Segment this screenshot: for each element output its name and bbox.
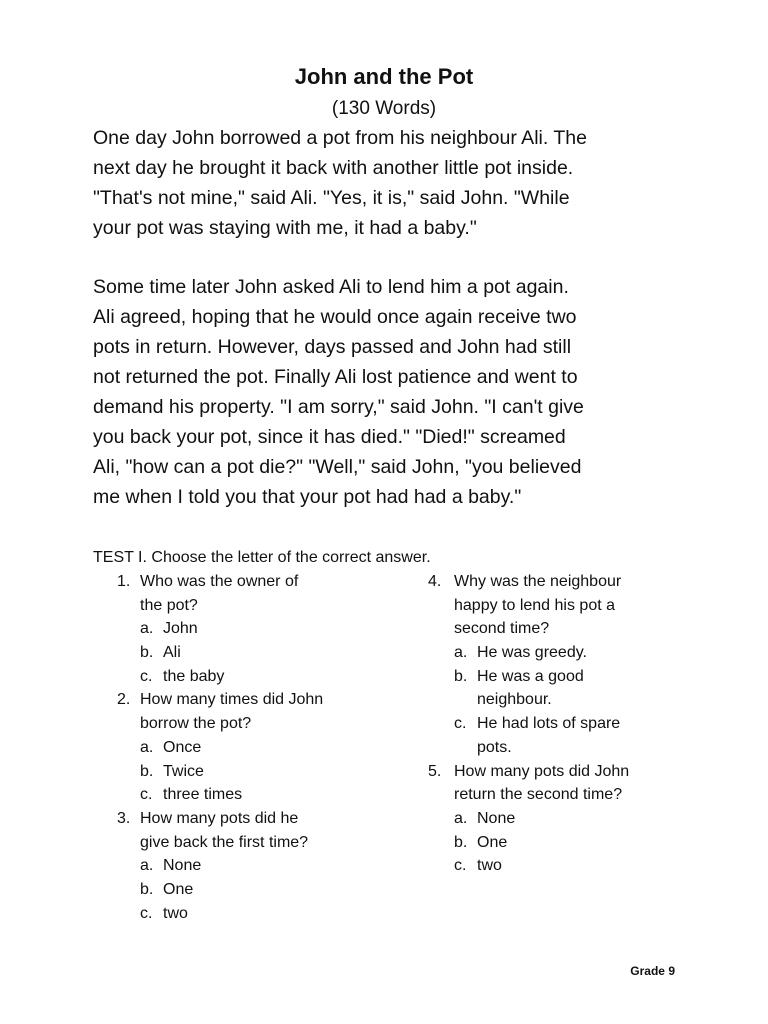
option-letter: c. — [454, 857, 467, 875]
answer-option[interactable] — [93, 854, 393, 878]
answer-option[interactable] — [93, 736, 393, 760]
story-line: Some time later John asked Ali to lend him a pot again. — [93, 276, 569, 298]
story-line: demand his property. "I am sorry," said John. "I can't give — [93, 396, 584, 418]
question-text: Why was the neighbour — [454, 573, 622, 590]
answer-option[interactable] — [407, 641, 707, 665]
word-count: (130 Words) — [331, 98, 437, 119]
answer-option[interactable] — [93, 665, 393, 689]
story-line: next day he brought it back with another little pot inside. — [93, 157, 574, 179]
answer-option[interactable] — [93, 902, 393, 926]
option-letter: b. — [454, 833, 468, 851]
option-text: One — [163, 880, 194, 898]
question-text: return the second time? — [454, 786, 623, 804]
answer-option[interactable] — [93, 760, 393, 784]
story-line: "That's not mine," said Ali. "Yes, it is," said John. "While — [93, 187, 570, 209]
question-text: borrow the pot? — [140, 715, 252, 733]
answer-option[interactable] — [93, 617, 393, 641]
story-title: John and the Pot — [294, 64, 474, 89]
answer-option[interactable] — [407, 831, 707, 855]
option-text: He had lots of spare — [477, 715, 621, 733]
story-paragraph-1 — [93, 123, 683, 243]
story-line: Ali, "how can a pot die?" "Well," said John, "you believed — [93, 456, 582, 478]
option-letter: a. — [140, 857, 154, 875]
grade-label: Grade 9 — [630, 964, 675, 978]
question-text: happy to lend his pot a — [454, 596, 616, 614]
test-heading: TEST I. Choose the letter of the correct answer. — [93, 549, 431, 566]
option-letter: c. — [454, 715, 467, 733]
question-number: 1. — [117, 573, 131, 590]
question-text: How many pots did he — [140, 809, 299, 827]
option-text: Once — [163, 738, 202, 756]
answer-option[interactable] — [93, 783, 393, 807]
question-4 — [407, 570, 707, 760]
question-5 — [407, 760, 707, 878]
story-line: not returned the pot. Finally Ali lost patience and went to — [93, 366, 578, 388]
story-line: you back your pot, since it has died." "Died!" screamed — [93, 426, 566, 448]
option-text: One — [477, 833, 508, 851]
option-text: John — [163, 620, 198, 638]
question-text: second time? — [454, 620, 550, 638]
option-text: the baby — [163, 667, 225, 685]
question-number: 4. — [428, 573, 442, 590]
answer-option-continuation[interactable] — [407, 688, 707, 712]
answer-option[interactable] — [407, 854, 707, 878]
option-text: He was greedy. — [477, 644, 587, 662]
question-3 — [93, 807, 393, 925]
story-line: Ali agreed, hoping that he would once again receive two — [93, 306, 577, 328]
option-letter: b. — [140, 644, 154, 662]
story-line: your pot was staying with me, it had a baby." — [93, 217, 477, 239]
option-text: three times — [163, 786, 243, 804]
story-line: One day John borrowed a pot from his neighbour Ali. The — [93, 127, 587, 149]
option-letter: a. — [454, 644, 468, 662]
option-text: None — [477, 809, 516, 827]
question-text: Who was the owner of — [140, 573, 299, 590]
answer-option[interactable] — [93, 878, 393, 902]
answer-option-continuation[interactable] — [407, 736, 707, 760]
question-text: How many pots did John — [454, 762, 630, 780]
question-number: 5. — [428, 762, 442, 780]
option-letter: b. — [454, 667, 468, 685]
option-text: None — [163, 857, 202, 875]
option-letter: a. — [140, 620, 154, 638]
option-text: Ali — [163, 644, 181, 662]
question-number: 3. — [117, 809, 131, 827]
question-text: the pot? — [140, 596, 198, 614]
option-letter: c. — [140, 904, 153, 922]
story-line: pots in return. However, days passed and John had still — [93, 336, 572, 358]
question-text: give back the first time? — [140, 833, 309, 851]
answer-option[interactable] — [93, 641, 393, 665]
option-text: Twice — [163, 762, 204, 780]
questions-column-left — [93, 570, 393, 925]
question-number: 2. — [117, 691, 131, 709]
question-text: How many times did John — [140, 691, 324, 709]
answer-option[interactable] — [407, 807, 707, 831]
questions-column-right — [407, 570, 707, 878]
story-line: me when I told you that your pot had had a baby." — [93, 486, 522, 508]
question-2 — [93, 688, 393, 806]
option-letter: b. — [140, 762, 154, 780]
option-letter: a. — [140, 738, 154, 756]
option-text: neighbour. — [477, 691, 552, 709]
question-1 — [93, 570, 393, 688]
answer-option[interactable] — [407, 712, 707, 736]
option-text: two — [477, 857, 502, 875]
option-letter: c. — [140, 786, 153, 804]
option-letter: c. — [140, 667, 153, 685]
story-paragraph-2 — [93, 272, 683, 512]
option-letter: b. — [140, 880, 154, 898]
answer-option[interactable] — [407, 665, 707, 689]
option-letter: a. — [454, 809, 468, 827]
option-text: He was a good — [477, 667, 584, 685]
option-text: pots. — [477, 738, 512, 756]
option-text: two — [163, 904, 188, 922]
